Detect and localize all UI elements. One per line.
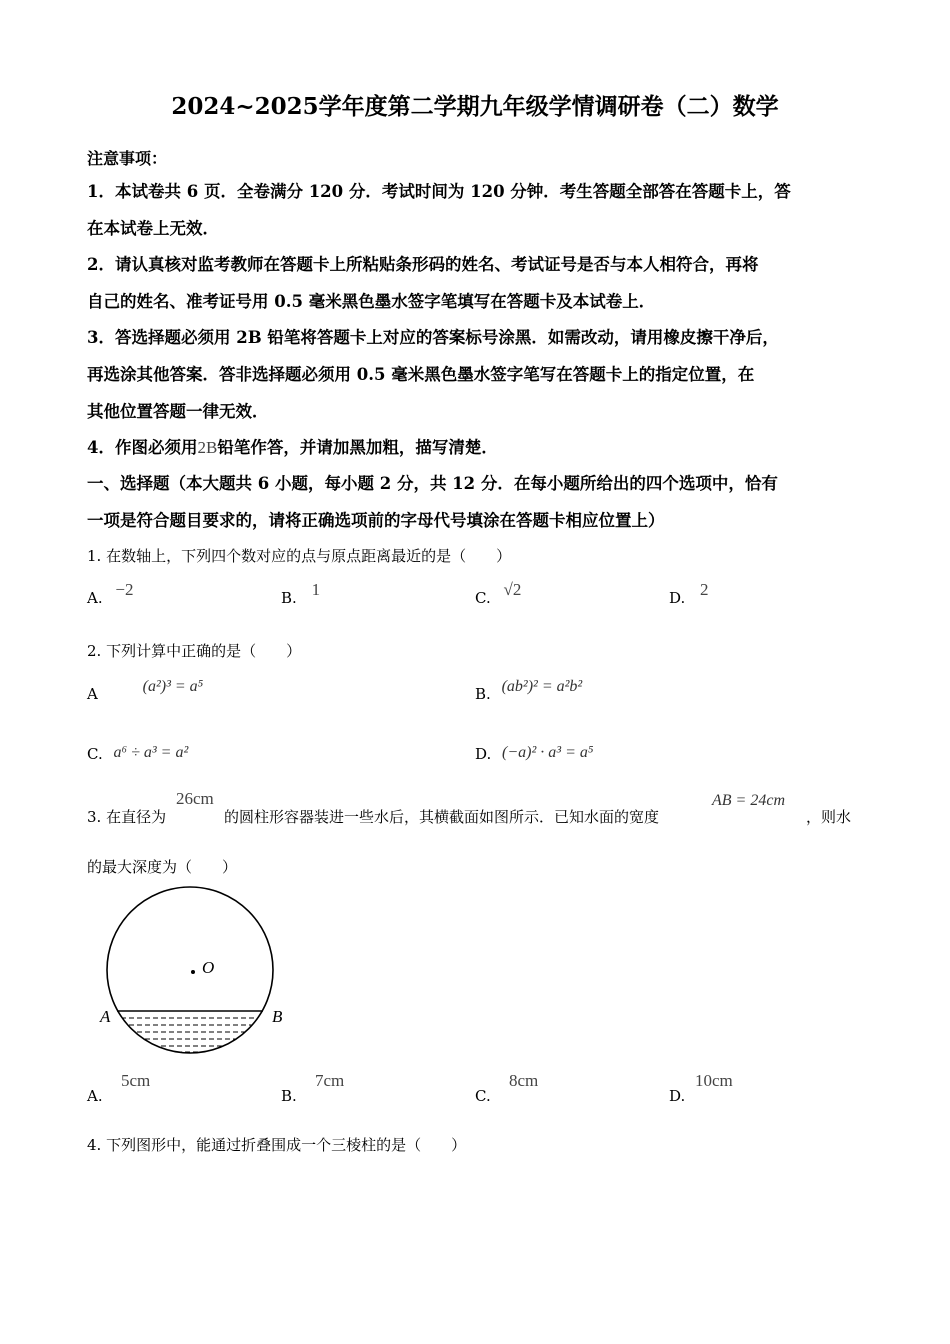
note-4-part-c: 铅笔作答，并请加黑加粗，描写清楚． <box>217 438 498 457</box>
point-b-label: B <box>272 1007 283 1026</box>
q1-option-a-label: A. <box>87 589 103 607</box>
q3-option-b-label: B. <box>281 1087 297 1105</box>
q1-option-b <box>281 580 321 608</box>
q3-option-c-label: C. <box>475 1087 491 1105</box>
q2-option-a-expr: (a²)³ = a⁵ <box>142 678 204 695</box>
q3-stem-part-b: 的圆柱形容器装进一些水后，其横截面如图所示．已知水面的宽度 <box>224 808 660 826</box>
q3-figure <box>95 885 295 1060</box>
q1-option-c-value: √2 <box>503 580 522 599</box>
q2-option-d-expr: (−a)² · a³ = a⁵ <box>502 744 594 761</box>
q4-stem: 4. 下列图形中，能通过折叠围成一个三棱柱的是（ ） <box>87 1136 467 1154</box>
note-1-line-2: 在本试卷上无效． <box>87 219 219 238</box>
q3-diameter: 26cm <box>176 789 214 808</box>
note-2-line-1: 2．请认真核对监考教师在答题卡上所粘贴条形码的姓名、考试证号是否与本人相符合，再将 <box>87 255 759 274</box>
q2-option-c <box>87 745 188 764</box>
q3-option-b-value: 7cm <box>315 1071 345 1090</box>
q1-option-a <box>87 580 134 608</box>
q2-option-b-expr: (ab²)² = a²b² <box>501 678 583 695</box>
q2-option-a <box>87 678 204 704</box>
note-3-line-3: 其他位置答题一律无效． <box>87 402 269 421</box>
water-hatching <box>105 1018 275 1052</box>
note-2-line-2: 自己的姓名、准考证号用 0.5 毫米黑色墨水签字笔填写在答题卡及本试卷上． <box>87 292 656 311</box>
point-a-label: A <box>100 1007 111 1026</box>
q1-option-b-label: B. <box>281 589 297 607</box>
section-1-line-1: 一、选择题（本大题共 6 小题，每小题 2 分，共 12 分．在每小题所给出的四个选项中，恰有 <box>87 474 778 493</box>
q1-option-d-value: 2 <box>700 580 709 599</box>
q3-width-expr: AB = 24cm <box>712 792 785 809</box>
page-title: 2024~2025学年度第二学期九年级学情调研卷（二）数学 <box>171 93 779 120</box>
water-container-diagram <box>95 885 295 1060</box>
note-1-line-1: 1．本试卷共 6 页．全卷满分 120 分．考试时间为 120 分钟．考生答题全部答在答题卡上，答 <box>87 182 791 201</box>
q2-stem: 2. 下列计算中正确的是（ ） <box>87 642 302 660</box>
q2-option-a-label: A <box>87 685 98 703</box>
q1-option-d-label: D. <box>669 589 686 607</box>
q1-stem: 1. 在数轴上，下列四个数对应的点与原点距离最近的是（ ） <box>87 547 512 565</box>
q1-option-d <box>669 580 709 608</box>
note-3-line-1: 3．答选择题必须用 2B 铅笔将答题卡上对应的答案标号涂黑．如需改动，请用橡皮擦干净后， <box>87 328 779 347</box>
q2-option-b-label: B. <box>475 685 491 703</box>
q2-option-c-label: C. <box>87 745 103 763</box>
q2-option-d-label: D. <box>475 745 492 763</box>
q2-option-d <box>475 745 593 764</box>
q3-stem-part-a: 3. 在直径为 <box>87 808 167 826</box>
q3-option-d-value: 10cm <box>695 1071 733 1090</box>
center-label: O <box>202 958 215 977</box>
q1-option-a-value: −2 <box>115 580 134 599</box>
q3-stem-part-c: ，则水 <box>806 808 852 826</box>
section-1-line-2: 一项是符合题目要求的，请将正确选项前的字母代号填涂在答题卡相应位置上） <box>87 511 665 530</box>
notes-heading: 注意事项： <box>87 149 168 168</box>
q3-option-c-value: 8cm <box>509 1071 539 1090</box>
q3-option-a-value: 5cm <box>121 1071 151 1090</box>
container-circle <box>107 887 273 1053</box>
note-4-pencil-grade: 2B <box>197 438 218 457</box>
q1-option-c-label: C. <box>475 589 491 607</box>
note-4-part-a: 4．作图必须用 <box>87 438 198 457</box>
q3-stem-part-d: 的最大深度为（ ） <box>87 858 238 876</box>
q1-option-c <box>475 580 522 608</box>
q3-option-d-label: D. <box>669 1087 686 1105</box>
note-4 <box>87 434 498 458</box>
note-3-line-2: 再选涂其他答案．答非选择题必须用 0.5 毫米黑色墨水签字笔写在答题卡上的指定位置，在 <box>87 365 755 384</box>
q2-option-b <box>475 678 583 704</box>
q3-option-a-label: A. <box>87 1087 103 1105</box>
q2-option-c-expr: a⁶ ÷ a³ = a² <box>113 744 189 761</box>
q1-option-b-value: 1 <box>311 580 321 599</box>
center-point <box>191 970 195 974</box>
